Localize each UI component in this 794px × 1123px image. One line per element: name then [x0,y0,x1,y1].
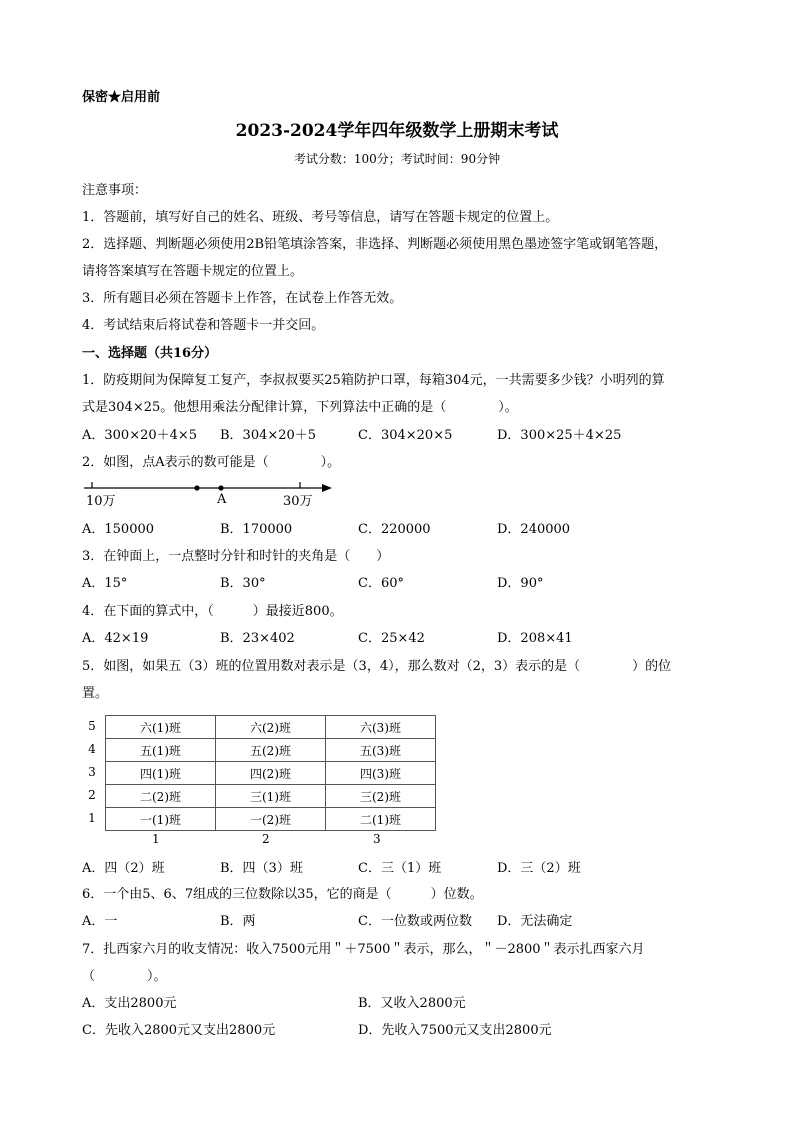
grid-cell: 六(3)班 [326,716,436,739]
grid-cell: 五(2)班 [216,739,326,762]
q7-option-d: D．先收入7500元又支出2800元 [358,1023,552,1038]
q2-option-c: C．220000 [358,522,431,537]
notes-heading: 注意事项： [82,183,148,198]
q4-option-a: A．42×19 [82,631,149,646]
q4-option-c: C．25×42 [358,631,425,646]
question-2-line-1: 2．如图，点A表示的数可能是（ ）。 [82,455,341,470]
question-3-line-1: 3．在钟面上，一点整时分针和时针的夹角是（ ） [82,549,390,564]
q3-option-c: C．60° [358,576,404,591]
arrow-head-icon [322,484,332,492]
unlabeled-point [194,485,199,490]
section-heading: 一、选择题（共16分） [82,346,218,361]
grid-row-label: 3 [88,765,96,779]
grid-col-label: 3 [373,832,381,846]
grid-cell: 三(1)班 [216,785,326,808]
q2-option-d: D．240000 [497,522,571,537]
q4-option-b: B．23×402 [220,631,295,646]
grid-cell: 二(2)班 [106,785,216,808]
exam-info: 考试分数：100分；考试时间：90分钟 [293,152,501,166]
q7-option-b: B．又收入2800元 [358,996,466,1011]
q7-option-c: C．先收入2800元又支出2800元 [82,1023,276,1038]
grid-cell: 六(2)班 [216,716,326,739]
q1-option-a: A．300×20＋4×5 [82,428,198,443]
q5-option-a: A．四（2）班 [82,861,165,876]
note-item: 请将答案填写在答题卡规定的位置上。 [82,264,304,279]
grid-cell: 二(1)班 [326,808,436,831]
q7-option-a: A．支出2800元 [82,996,177,1011]
note-item: 1．答题前，填写好自己的姓名、班级、考号等信息，请写在答题卡规定的位置上。 [82,210,559,225]
q6-option-a: A．一 [82,914,118,929]
q6-option-c: C．一位数或两位数 [358,914,472,929]
class-position-grid [105,715,436,831]
question-6-line-1: 6．一个由5、6、7组成的三位数除以35，它的商是（ ）位数。 [82,887,483,902]
q4-option-d: D．208×41 [497,631,573,646]
grid-row [106,808,436,831]
q3-option-a: A．15° [82,576,128,591]
q5-option-d: D．三（2）班 [497,861,581,876]
label-10wan: 10万 [86,494,116,509]
note-item: 2．选择题、判断题必须使用2B铅笔填涂答案，非选择、判断题必须使用黑色墨迹签字笔或钢笔答题， [82,237,668,252]
q5-option-c: C．三（1）班 [358,861,442,876]
grid-cell: 五(3)班 [326,739,436,762]
grid-row-label: 1 [88,811,96,825]
q5-option-b: B．四（3）班 [220,861,303,876]
question-5-line-2: 置。 [82,686,109,701]
confidential-label: 保密★启用前 [82,90,161,105]
grid-row-label: 2 [88,788,96,802]
label-30wan: 30万 [283,494,313,509]
number-line-figure [80,478,340,510]
exam-title: 2023-2024学年四年级数学上册期末考试 [235,121,559,141]
grid-cell: 五(1)班 [106,739,216,762]
label-a: A [217,492,227,507]
note-item: 3．所有题目必须在答题卡上作答，在试卷上作答无效。 [82,291,403,306]
grid-cell: 四(2)班 [216,762,326,785]
grid-cell: 六(1)班 [106,716,216,739]
q2-option-a: A．150000 [82,522,155,537]
q1-option-c: C．304×20×5 [358,428,453,443]
grid-row [106,785,436,808]
grid-cell: 四(1)班 [106,762,216,785]
grid-row-label: 5 [88,719,96,733]
grid-row [106,762,436,785]
question-1-line-2: 式是304×25。他想用乘法分配律计算，下列算法中正确的是（ ）。 [82,400,518,415]
q2-option-b: B．170000 [220,522,293,537]
q1-option-b: B．304×20＋5 [220,428,317,443]
question-5-line-1: 5．如图，如果五（3）班的位置用数对表示是（3，4），那么数对（2，3）表示的是（ ）的位 [82,659,672,674]
grid-cell: 一(1)班 [106,808,216,831]
grid-cell: 一(2)班 [216,808,326,831]
grid-cell: 四(3)班 [326,762,436,785]
q1-option-d: D．300×25＋4×25 [497,428,622,443]
question-7-line-2: （ ）。 [82,969,167,984]
q6-option-b: B．两 [220,914,256,929]
question-7-line-1: 7．扎西家六月的收支情况：收入7500元用＂＋7500＂表示，那么，＂－2800＂表示扎西家六月 [82,942,645,957]
q3-option-d: D．90° [497,576,544,591]
note-item: 4．考试结束后将试卷和答题卡一并交回。 [82,318,325,333]
grid-cell: 三(2)班 [326,785,436,808]
grid-row-label: 4 [88,742,96,756]
point-a [218,485,223,490]
q6-option-d: D．无法确定 [497,914,573,929]
q3-option-b: B．30° [220,576,266,591]
question-4-line-1: 4．在下面的算式中，（ ）最接近800。 [82,604,343,619]
grid-row [106,739,436,762]
question-1-line-1: 1．防疫期间为保障复工复产，李叔叔要买25箱防护口罩，每箱304元，一共需要多少钱？小明列的算 [82,373,665,388]
grid-col-label: 2 [262,832,270,846]
grid-row [106,716,436,739]
grid-col-label: 1 [152,832,160,846]
